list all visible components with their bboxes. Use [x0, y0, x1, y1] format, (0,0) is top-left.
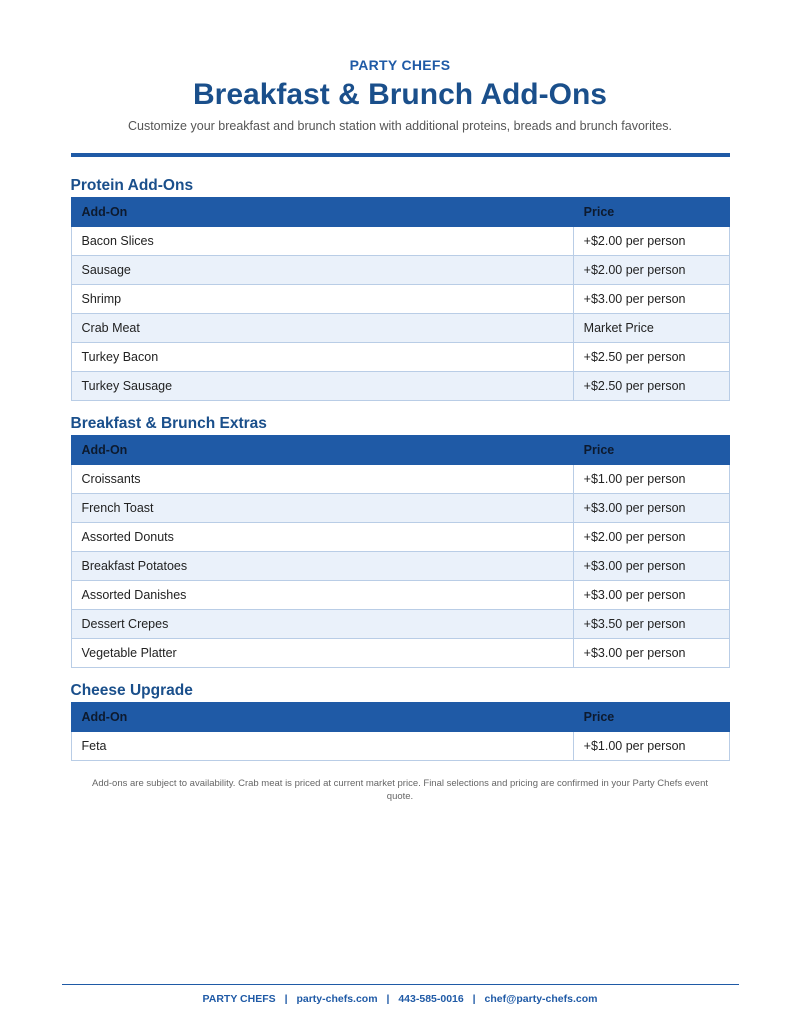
- footer-divider: [62, 984, 739, 985]
- section-title-cheese: Cheese Upgrade: [70, 682, 193, 699]
- column-header-price: Price: [573, 436, 729, 465]
- addon-name: Assorted Danishes: [71, 581, 573, 610]
- footer-brand: PARTY CHEFS: [202, 993, 276, 1005]
- header-divider: [71, 153, 730, 157]
- table-row: [71, 256, 729, 285]
- protein-addons-table: [71, 197, 730, 401]
- addon-name: Vegetable Platter: [71, 639, 573, 668]
- brunch-extras-table: [71, 435, 730, 668]
- column-header-price: Price: [573, 198, 729, 227]
- addon-name: Feta: [71, 732, 573, 761]
- section-title-protein: Protein Add-Ons: [70, 177, 194, 194]
- addon-price: +$1.00 per person: [573, 465, 729, 494]
- table-row: [71, 285, 729, 314]
- footer: [0, 993, 800, 1005]
- table-row: [71, 581, 729, 610]
- table-row: [71, 227, 729, 256]
- addon-name: Turkey Sausage: [71, 372, 573, 401]
- column-header-addon: Add-On: [71, 198, 573, 227]
- document-header: [0, 0, 800, 133]
- addon-name: Assorted Donuts: [71, 523, 573, 552]
- footer-separator: |: [386, 993, 390, 1005]
- addon-price: +$2.00 per person: [573, 227, 729, 256]
- addon-price: +$2.00 per person: [573, 256, 729, 285]
- addon-name: Turkey Bacon: [71, 343, 573, 372]
- addon-price: +$3.00 per person: [573, 552, 729, 581]
- footer-separator: |: [284, 993, 288, 1005]
- table-row: [71, 343, 729, 372]
- table-row: [71, 639, 729, 668]
- table-row: [71, 494, 729, 523]
- table-row: [71, 314, 729, 343]
- addon-name: Croissants: [71, 465, 573, 494]
- table-row: [71, 523, 729, 552]
- addon-price: +$2.50 per person: [573, 343, 729, 372]
- addon-price: Market Price: [573, 314, 729, 343]
- table-row: [71, 552, 729, 581]
- table-header-row: [71, 436, 729, 465]
- brand-name: PARTY CHEFS: [349, 57, 451, 73]
- table-row: [71, 732, 729, 761]
- addon-name: Shrimp: [71, 285, 573, 314]
- content: [71, 177, 730, 803]
- footer-email-link[interactable]: chef@party-chefs.com: [484, 993, 598, 1005]
- section-title-extras: Breakfast & Brunch Extras: [70, 415, 267, 432]
- addon-price: +$3.00 per person: [573, 639, 729, 668]
- addon-name: Crab Meat: [71, 314, 573, 343]
- addon-price: +$3.00 per person: [573, 285, 729, 314]
- addon-price: +$3.50 per person: [573, 610, 729, 639]
- footer-separator: |: [472, 993, 476, 1005]
- table-header-row: [71, 703, 729, 732]
- cheese-upgrade-table: [71, 702, 730, 761]
- table-row: [71, 372, 729, 401]
- addon-name: Breakfast Potatoes: [71, 552, 573, 581]
- addon-name: Bacon Slices: [71, 227, 573, 256]
- availability-note: Add-ons are subject to availability. Crab meat is priced at current market price. Final selections and pricing are confirmed in your Party Chefs event quote.: [91, 778, 709, 802]
- addon-price: +$3.00 per person: [573, 494, 729, 523]
- table-row: [71, 610, 729, 639]
- addon-name: French Toast: [71, 494, 573, 523]
- addon-name: Dessert Crepes: [71, 610, 573, 639]
- addon-price: +$2.00 per person: [573, 523, 729, 552]
- addon-price: +$1.00 per person: [573, 732, 729, 761]
- page-subtitle: Customize your breakfast and brunch station with additional proteins, breads and brunch favorites.: [127, 119, 673, 133]
- addon-name: Sausage: [71, 256, 573, 285]
- footer-website-link[interactable]: party-chefs.com: [296, 993, 378, 1005]
- table-header-row: [71, 198, 729, 227]
- column-header-price: Price: [573, 703, 729, 732]
- column-header-addon: Add-On: [71, 436, 573, 465]
- column-header-addon: Add-On: [71, 703, 573, 732]
- page-title: Breakfast & Brunch Add-Ons: [193, 78, 607, 111]
- addon-price: +$2.50 per person: [573, 372, 729, 401]
- footer-phone[interactable]: 443-585-0016: [398, 993, 464, 1005]
- addon-price: +$3.00 per person: [573, 581, 729, 610]
- table-row: [71, 465, 729, 494]
